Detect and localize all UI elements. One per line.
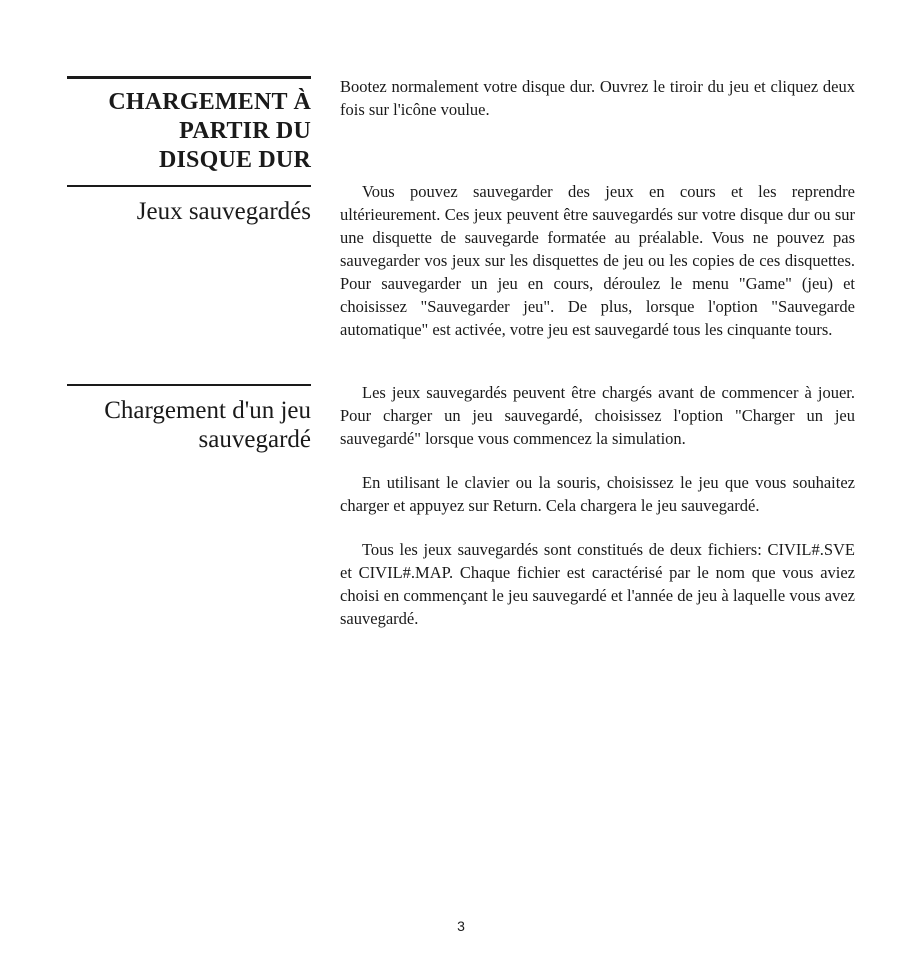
- heading-chargement-jeu-sauvegarde: [67, 396, 311, 454]
- paragraph: En utilisant le clavier ou la souris, choisissez le jeu que vous souhaitez charger et appuyez sur Return. Cela chargera le jeu sauvegardé.: [340, 473, 855, 515]
- heading-line: DISQUE DUR: [158, 147, 311, 173]
- heading-line: Jeux sauvegardés: [136, 198, 311, 225]
- heading-line: CHARGEMENT À: [108, 89, 311, 115]
- heading-chargement-disque-dur: [67, 88, 311, 175]
- section-rule: [67, 76, 311, 79]
- paragraph: Les jeux sauvegardés peuvent être chargés avant de commencer à jouer. Pour charger un jeu sauvegardé, choisissez l'option "Charger un jeu sauvegardé" lorsque vous commencez la simulation.: [340, 383, 855, 448]
- heading-jeux-sauvegardes: [67, 197, 311, 226]
- section-rule: [67, 185, 311, 187]
- paragraph: Bootez normalement votre disque dur. Ouvrez le tiroir du jeu et cliquez deux fois sur l'icône voulue.: [340, 77, 855, 119]
- section-body-saved-games: [340, 180, 855, 341]
- section-heading-hard-disk-loading: [67, 76, 311, 175]
- heading-line: PARTIR DU: [179, 118, 311, 144]
- section-body-loading-saved-game: [340, 381, 855, 630]
- section-heading-loading-saved-game: [67, 384, 311, 454]
- paragraph: Vous pouvez sauvegarder des jeux en cours et les reprendre ultérieurement. Ces jeux peuvent être sauvegardés sur votre disque dur ou sur une disquette de sauvegarde formatée au préalable. Vous ne pouvez pas sauvegarder vos jeux sur les disquettes de jeu ou les copies de ces disquettes. Pour sauvegarder un jeu en cours, déroulez le menu "Game" (jeu) et choisissez "Sauvegarder jeu". De plus, lorsque l'option "Sauvegarde automatique" est activée, votre jeu est sauvegardé tous les cinquante tours.: [340, 182, 855, 339]
- heading-line: sauvegardé: [198, 426, 311, 453]
- heading-line: Chargement d'un jeu: [104, 397, 311, 424]
- section-heading-saved-games: [67, 185, 311, 226]
- section-rule: [67, 384, 311, 386]
- paragraph: Tous les jeux sauvegardés sont constitués de deux fichiers: CIVIL#.SVE et CIVIL#.MAP. Chaque fichier est caractérisé par le nom que vous aviez choisi en commençant le jeu sauvegardé et l'année de jeu à laquelle vous avez sauvegardé.: [340, 540, 855, 628]
- page-number: 3: [457, 918, 465, 934]
- section-body-hard-disk-loading: [340, 75, 855, 121]
